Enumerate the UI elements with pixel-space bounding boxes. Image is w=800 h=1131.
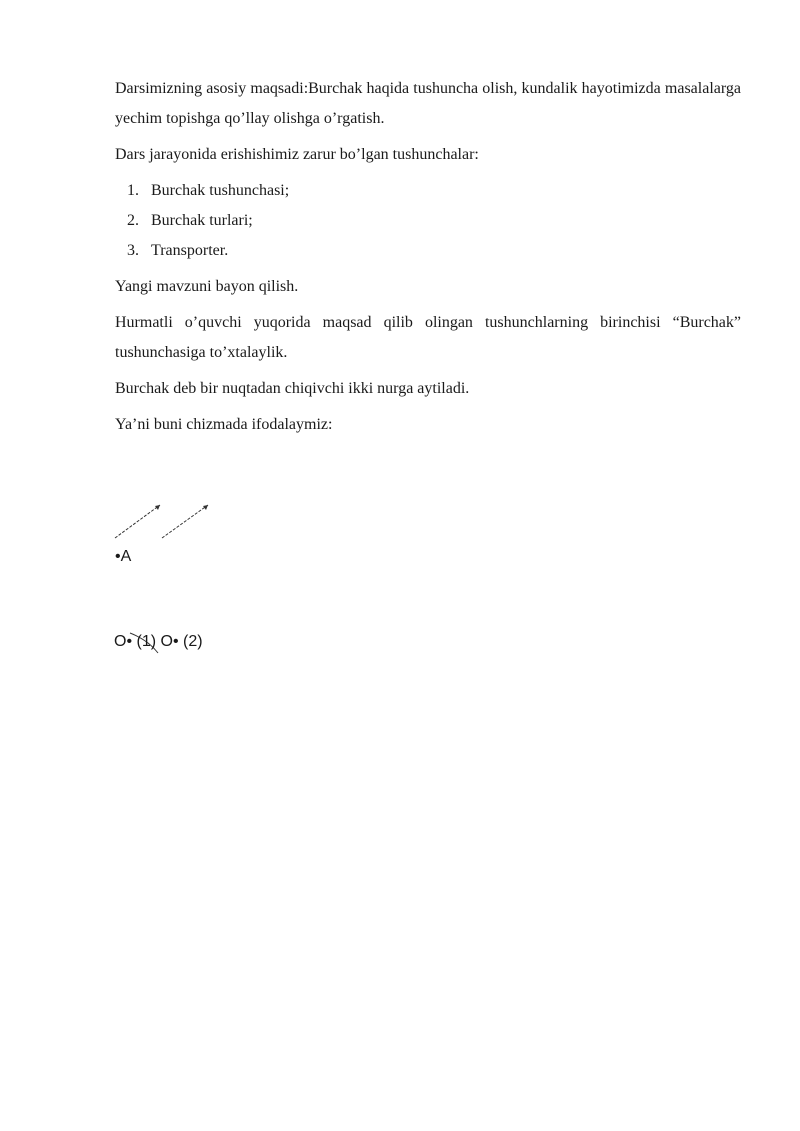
definition-paragraph: Burchak deb bir nuqtadan chiqivchi ikki nurga aytiladi. [115, 380, 470, 397]
new-topic-heading: Yangi mavzuni bayon qilish. [115, 278, 299, 295]
list-text: Transporter. [151, 242, 229, 259]
list-number: 1. [127, 182, 139, 199]
document-body [115, 74, 741, 446]
ray-right [162, 505, 208, 538]
diagram-intro: Ya’ni buni chizmada ifodalaymiz: [115, 416, 333, 433]
point-a-label: •A [115, 548, 132, 565]
list-item [127, 176, 741, 206]
list-item [127, 206, 741, 236]
list-number: 3. [127, 242, 139, 259]
point-o-labels: O• (1) O• (2) [114, 633, 203, 650]
list-text: Burchak tushunchasi; [151, 182, 290, 199]
intro-paragraph: Hurmatli o’quvchi yuqorida maqsad qilib olingan tushunchlarning birinchisi “Burchak” tushunchasiga to’xtalaylik. [115, 314, 741, 361]
list-text: Burchak turlari; [151, 212, 253, 229]
angle-diagram [110, 495, 310, 675]
concepts-list [115, 176, 741, 266]
list-item [127, 236, 741, 266]
goal-paragraph: Darsimizning asosiy maqsadi:Burchak haqida tushuncha olish, kundalik hayotimizda masalalarga yechim topishga qo’llay olishga o’rgatish. [115, 80, 741, 127]
list-number: 2. [127, 212, 139, 229]
concepts-intro: Dars jarayonida erishishimiz zarur bo’lgan tushunchalar: [115, 146, 479, 163]
ray-left [115, 505, 160, 538]
